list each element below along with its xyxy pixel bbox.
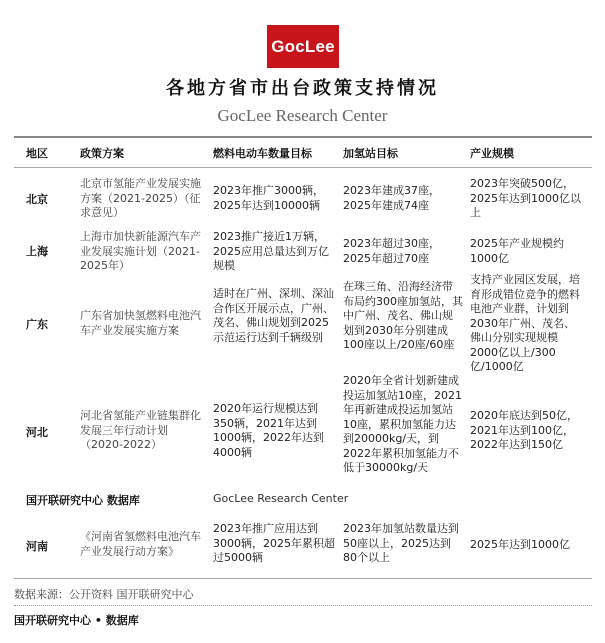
institution-watermark: 国开联研究中心 数据库	[26, 494, 140, 507]
row-scale: 支持产业园区发展，培育形成错位竞争的燃料电池产业群，计划到2030年广州、茂名、佛山分别实现规模2000亿以上/300亿/1000亿	[470, 273, 580, 373]
row-region: 河北	[26, 426, 48, 439]
row-vehicle: 2023推广接近1万辆，2025应用总量达到万亿规模	[213, 230, 329, 272]
header-industry-scale: 产业规模	[470, 147, 514, 160]
header-rule	[14, 167, 592, 168]
row-vehicle: 2020年运行规模达到350辆，2021年达到1000辆，2022年达到4000辆	[213, 402, 324, 459]
table-top-rule	[14, 136, 592, 138]
dotted-divider	[14, 605, 592, 606]
row-policy: 河北省氢能产业链集群化发展三年行动计划（2020-2022）	[80, 409, 201, 451]
header-policy: 政策方案	[80, 147, 124, 160]
row-policy: 上海市加快新能源汽车产业发展实施计划（2021-2025年）	[80, 230, 201, 272]
row-station: 在珠三角、沿海经济带布局约300座加氢站，其中广州、茂名、佛山规划到2030年分别建成100座以上/20座/60座	[343, 280, 463, 351]
row-region: 河南	[26, 540, 48, 553]
row-scale: 2025年达到1000亿	[470, 538, 570, 551]
research-center-watermark: GocLee Research Center	[213, 492, 349, 505]
page-title: 各地方省市出台政策支持情况	[166, 78, 439, 99]
row-vehicle: 2023年推广3000辆，2025年达到10000辆	[213, 184, 324, 212]
page-subtitle: GocLee Research Center	[217, 106, 388, 125]
logo-text: GocLee	[271, 36, 335, 56]
row-scale: 2025年产业规模约1000亿	[470, 237, 564, 265]
row-station: 2023年建成37座，2025年建成74座	[343, 184, 440, 212]
row-vehicle: 适时在广州、深圳、深汕合作区开展示点，广州、茂名、佛山规划到2025示范运行达到千辆级别	[213, 287, 334, 344]
data-source-note: 数据来源：公开资料 国开联研究中心	[14, 588, 194, 601]
header-vehicle-target: 燃料电动车数量目标	[213, 147, 312, 160]
row-vehicle: 2023年推广应用达到3000辆，2025年累积超过5000辆	[213, 522, 335, 564]
row-scale: 2020年底达到50亿，2021年达到100亿，2022年达到150亿	[470, 409, 578, 451]
row-station: 2023年超过30座，2025年超过70座	[343, 237, 440, 265]
table-bottom-rule	[14, 578, 592, 579]
row-region: 上海	[26, 245, 48, 258]
row-region: 广东	[26, 318, 48, 331]
row-station: 2023年加氢站数量达到50座以上，2025达到80个以上	[343, 522, 459, 564]
goclee-logo	[267, 25, 339, 68]
row-station: 2020年全省计划新建成投运加氢站10座，2021年再新建成投运加氢站10座，累积加氢能力达到20000kg/天，到2022年累积加氢能力不低于30000kg/天	[343, 374, 462, 474]
header-region: 地区	[26, 147, 48, 160]
row-policy: 《河南省氢燃料电池汽车产业发展行动方案》	[80, 530, 201, 558]
header-station-target: 加氢站目标	[343, 147, 398, 160]
row-policy: 北京市氢能产业发展实施方案（2021-2025）（征求意见）	[80, 177, 201, 219]
footer-label: 国开联研究中心 • 数据库	[14, 614, 139, 627]
row-scale: 2023年突破500亿，2025年达到1000亿以上	[470, 177, 581, 219]
row-policy: 广东省加快氢燃料电池汽车产业发展实施方案	[80, 309, 201, 337]
row-region: 北京	[26, 193, 48, 206]
